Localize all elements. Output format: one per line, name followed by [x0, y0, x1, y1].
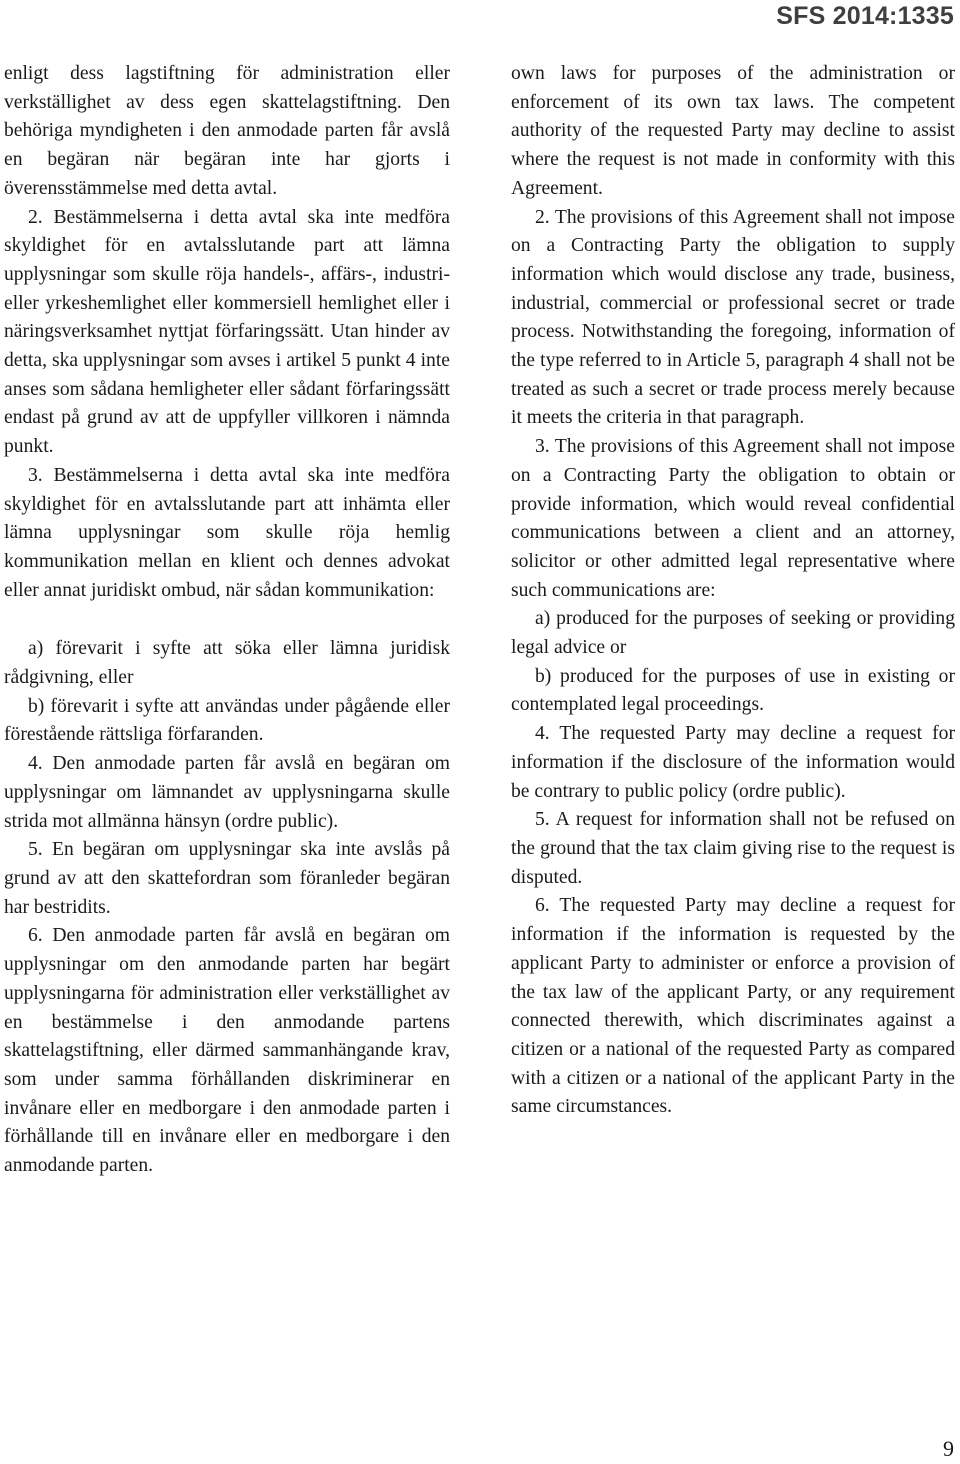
paragraph-intro-sv: enligt dess lagstiftning för administration eller verkställighet av dess egen skattelagstiftning. Den behöriga myndigheten i den anmodade parten får avslå en begäran när begäran inte har gjorts i överensstämmelse med detta avtal. [4, 63, 450, 199]
paragraph-6-sv: 6. Den anmodade parten får avslå en begäran om upplysningar om den anmodande parten har begärt upplysningarna för administration eller verkställighet av en bestämmelse i den anmodande partens skattelagstiftning, eller därmed sammanhängande krav, som under samma förhållanden diskriminerar en invånare eller en medborgare i den anmodade parten i förhållande till en invånare eller en medborgare i den anmodande parten. [4, 925, 450, 1177]
paragraph-6-en: 6. The requested Party may decline a request for information if the information is requested by the applicant Party to administer or enforce a provision of the tax law of the applicant Party, or any requirement connected therewith, which discriminates against a citizen or a national of the requested Party as compared with a citizen or a national of the applicant Party in the same circumstances. [511, 895, 955, 1118]
paragraph-2-en: 2. The provisions of this Agreement shall not impose on a Contracting Party the obligation to supply information which would disclose any trade, business, industrial, commercial or professional secret or trade process. Notwithstanding the foregoing, information of the type referred to in Article 5, paragraph 4 shall not be treated as such a secret or trade process merely because it meets the criteria in that paragraph. [511, 206, 955, 429]
paragraph-3b-en: b) produced for the purposes of use in existing or contemplated legal proceedings. [511, 665, 955, 716]
paragraph-3-en: 3. The provisions of this Agreement shall not impose on a Contracting Party the obligation to obtain or provide information, which would reveal confidential communications between a client and an attorney, solicitor or other admitted legal representative where such communications are: [511, 436, 955, 601]
paragraph-4-sv: 4. Den anmodade parten får avslå en begäran om upplysningar om lämnandet av upplysningarna skulle strida mot allmänna hänsyn (ordre public). [4, 753, 450, 832]
paragraph-3a-en: a) produced for the purposes of seeking or providing legal advice or [511, 608, 955, 659]
paragraph-3b-sv: b) förevarit i syfte att användas under pågående eller förestående rättsliga förfaranden. [4, 695, 450, 746]
paragraph-5-en: 5. A request for information shall not be refused on the ground that the tax claim giving rise to the request is disputed. [511, 809, 955, 888]
paragraph-3-sv: 3. Bestämmelserna i detta avtal ska inte medföra skyldighet för en avtalsslutande part att inhämta eller lämna upplysningar som skulle röja hemlig kommunikation mellan en klient och dennes advokat eller annat juridiskt ombud, när sådan kommunikation: [4, 464, 450, 601]
swedish-column [4, 60, 450, 1181]
paragraph-4-en: 4. The requested Party may decline a request for information if the disclosure of the information would be contrary to public policy (ordre public). [511, 723, 955, 802]
paragraph-intro-en: own laws for purposes of the administration or enforcement of its own tax laws. The competent authority of the requested Party may decline to assist where the request is not made in conformity with this Agreement. [511, 63, 955, 199]
paragraph-2-sv: 2. Bestämmelserna i detta avtal ska inte medföra skyldighet för en avtalsslutande part att lämna upplysningar som skulle röja handels-, affärs-, industri- eller yrkeshemlighet eller kommersiell hemlighet eller i näringsverksamhet nyttjat förfaringssätt. Utan hinder av detta, ska upplysningar som avses i artikel 5 punkt 4 inte anses som sådana hemligheter eller sådant förfaringssätt endast på grund av att de uppfyller villkoren i nämnda punkt. [4, 206, 450, 458]
paragraph-5-sv: 5. En begäran om upplysningar ska inte avslås på grund av att den skattefordran som föranleder begäran har bestridits. [4, 839, 450, 918]
english-column [511, 60, 955, 1122]
paragraph-3a-sv: a) förevarit i syfte att söka eller lämna juridisk rådgivning, eller [4, 638, 450, 689]
sfs-reference: SFS 2014:1335 [776, 2, 954, 30]
page-number: 9 [943, 1436, 954, 1461]
